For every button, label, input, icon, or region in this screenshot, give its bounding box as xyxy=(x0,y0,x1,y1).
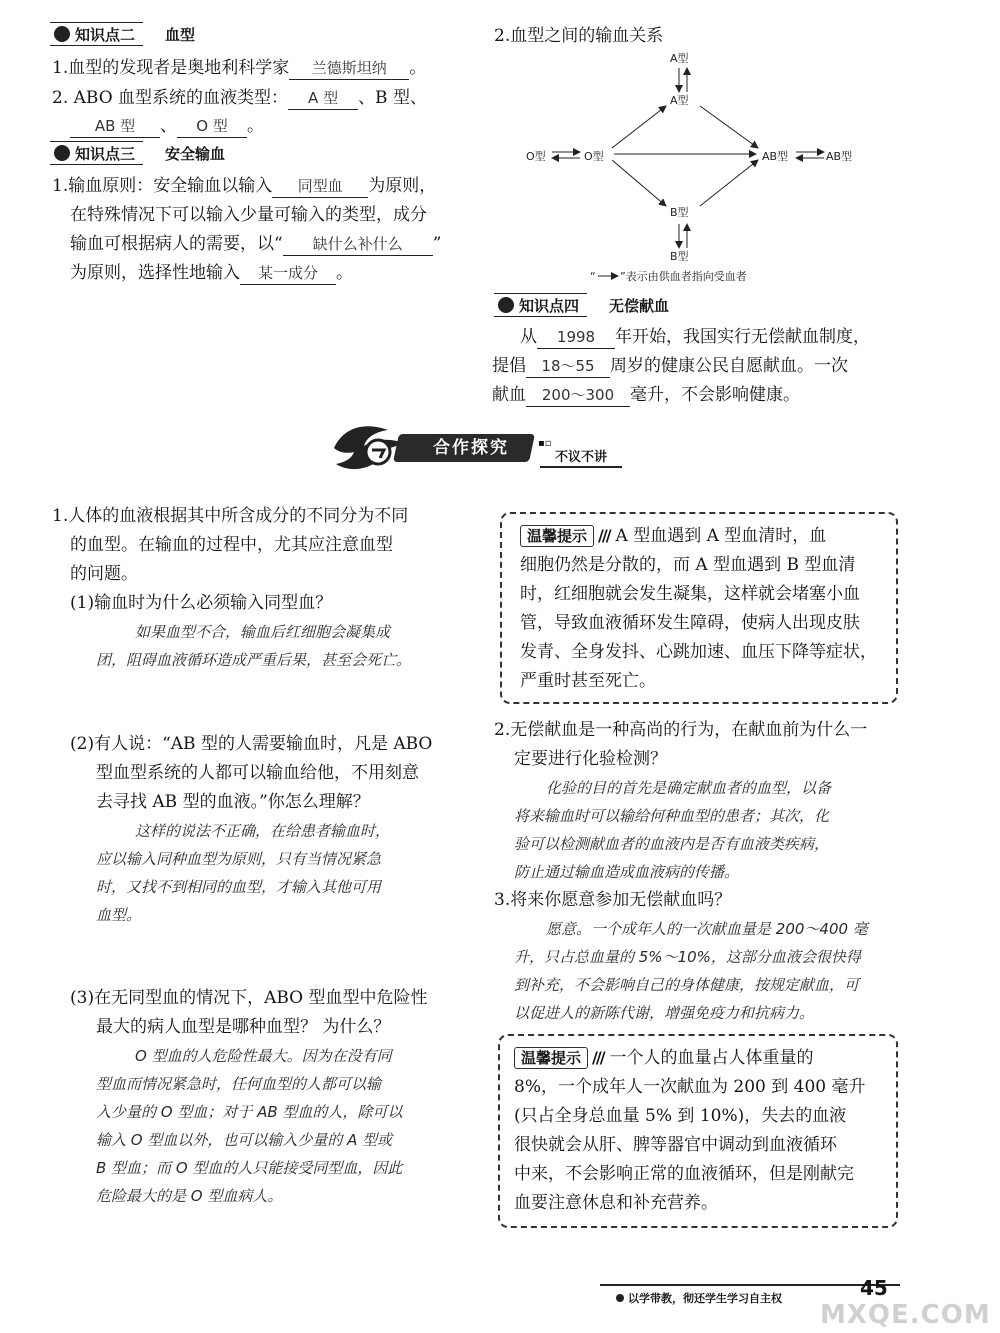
slash-icon: /// xyxy=(592,1048,604,1067)
tip-line-5: 发青、全身发抖、心跳加速、血压下降等症状， xyxy=(520,642,877,662)
answer5-line-4: 以促进人的新陈代谢，增强免疫力和抗病力。 xyxy=(514,1004,815,1022)
text: 从 xyxy=(520,327,537,347)
answer-year: 1998 xyxy=(537,326,615,349)
label-ab-mid: AB型 xyxy=(762,150,789,163)
tip-line-6: 严重时甚至死亡。 xyxy=(520,671,656,691)
q1-sub2-line-2: 型血型系统的人都可以输血给他，不用刻意 xyxy=(96,763,419,783)
section-heading-blood-type xyxy=(50,22,195,46)
section-title: 安全输血 xyxy=(165,144,226,163)
answer-age: 18～55 xyxy=(526,355,610,378)
answer5-line-2: 升，只占总血量的 5%～10%，这部分血液会很快得 xyxy=(514,948,861,966)
answer4-line-1: 化验的目的首先是确定献血者的血型，以备 xyxy=(546,779,832,797)
donation-line-2 xyxy=(492,352,848,380)
q1-sub1: (1)输血时为什么必须输入同型血？ xyxy=(70,593,333,613)
tip-line-4: 管，导致血液循环发生障碍，使病人出现皮肤 xyxy=(520,613,860,633)
answer-component: 某一成分 xyxy=(240,262,336,285)
text: 输血可根据病人的需要，以“ xyxy=(70,234,283,254)
section-badge xyxy=(494,293,587,317)
label-a-top: A型 xyxy=(670,52,689,65)
text: 周岁的健康公民自愿献血。一次 xyxy=(610,356,848,376)
tip-line-1 xyxy=(514,1044,814,1072)
q1-sub3-line-2: 最大的病人血型是哪种血型？ 为什么？ xyxy=(96,1017,391,1037)
q2-line-1: 2.无偿献血是一种高尚的行为，在献血前为什么一 xyxy=(494,720,868,740)
answer5-line-3: 到补充，不会影响自己的身体健康，按规定献血，可 xyxy=(514,976,860,994)
section-title: 无偿献血 xyxy=(609,296,670,315)
q-suffix: 。 xyxy=(409,58,427,78)
label-o-left: O型 xyxy=(526,150,546,163)
watermark: MXQE.COM xyxy=(820,1300,991,1330)
answer1-line-1: 如果血型不合，输血后红细胞会凝集成 xyxy=(135,623,391,641)
tip-line-2: 细胞仍然是分散的，而 A 型血遇到 B 型血清 xyxy=(520,555,856,575)
section-heading-safe-transfusion xyxy=(50,141,225,165)
q-text: 、 xyxy=(160,116,177,136)
slogan-text: 以学带教，彻还学生学习自主权 xyxy=(628,1292,782,1305)
tip-line-2: 8%，一个成年人一次献血为 200 到 400 毫升 xyxy=(514,1077,866,1097)
q-abo-types-cont xyxy=(70,112,264,140)
principle-line-1 xyxy=(52,172,436,200)
answer2-line-4: 血型。 xyxy=(96,906,142,924)
section-title: 血型 xyxy=(165,25,196,44)
answer3-line-6: 危险最大的是 O 型血病人。 xyxy=(96,1187,283,1205)
banner-subtitle: 不议不讲 xyxy=(540,446,622,468)
text: 提倡 xyxy=(492,356,526,376)
arrow-o-to-a xyxy=(612,106,666,148)
section-heading-donation xyxy=(494,293,669,317)
q-discoverer xyxy=(52,54,426,82)
tip-box-blood-volume xyxy=(498,1034,898,1228)
answer-supplement: 缺什么补什么 xyxy=(283,233,433,256)
answer-discoverer: 兰德斯坦纳 xyxy=(289,57,409,80)
tip-line-5: 中来，不会影响正常的血液循环，但是刚献完 xyxy=(514,1164,854,1184)
answer1-line-2: 团，阻碍血液循环造成严重后果，甚至会死亡。 xyxy=(96,651,412,669)
tip-box-agglutination xyxy=(500,512,898,704)
answer3-line-4: 输入 O 型血以外，也可以输入少量的 A 型或 xyxy=(96,1131,393,1149)
q-text: 1.血型的发现者是奥地利科学家 xyxy=(52,58,290,78)
label-b-mid: B型 xyxy=(670,206,689,219)
principle-line-2: 在特殊情况下可以输入少量可输入的类型，成分 xyxy=(70,205,427,225)
slash-icon: /// xyxy=(598,526,610,545)
q2-line-2: 定要进行化验检测？ xyxy=(514,749,667,769)
answer-type-a: A 型 xyxy=(288,87,358,110)
tip-label: 温馨提示 xyxy=(520,525,594,547)
diagram-title: 2.血型之间的输血关系 xyxy=(494,26,664,46)
arrow-a-to-ab xyxy=(700,106,758,148)
answer2-line-3: 时，又找不到相同的血型，才输入其他可用 xyxy=(96,878,382,896)
footer-slogan xyxy=(616,1290,782,1306)
footer-rule xyxy=(600,1284,900,1286)
arrow-b-to-ab xyxy=(700,160,758,206)
q1-sub2-line-1: (2)有人说：“AB 型的人需要输血时，凡是 ABO xyxy=(70,734,433,754)
bullet-icon xyxy=(54,26,70,42)
q1-line-3: 的问题。 xyxy=(70,564,138,584)
answer3-line-2: 型血而情况紧急时，任何血型的人都可以输 xyxy=(96,1075,382,1093)
principle-line-3 xyxy=(70,230,441,258)
cooperation-banner xyxy=(326,420,626,476)
tip-label: 温馨提示 xyxy=(514,1047,588,1069)
q1-line-2: 的血型。在输血的过程中，尤其应注意血型 xyxy=(70,535,393,555)
text: 毫升，不会影响健康。 xyxy=(630,385,800,405)
tip-line-6: 血要注意休息和补充营养。 xyxy=(514,1193,718,1213)
q-suffix: 。 xyxy=(247,116,264,136)
answer2-line-1: 这样的说法不正确，在给患者输血时， xyxy=(135,822,391,840)
q3-line: 3.将来你愿意参加无偿献血吗？ xyxy=(494,890,732,910)
answer3-line-5: B 型血；而 O 型血的人只能接受同型血，因此 xyxy=(96,1159,403,1177)
text: 献血 xyxy=(492,385,526,405)
bullet-icon xyxy=(616,1294,624,1302)
text: ” xyxy=(432,234,442,254)
q1-sub3-line-1: (3)在无同型血的情况下，ABO 型血型中危险性 xyxy=(70,988,428,1008)
bullet-icon xyxy=(54,145,70,161)
answer3-line-1: O 型血的人危险性最大。因为在没有同 xyxy=(135,1047,392,1065)
tip-line-3: 时，红细胞就会发生凝集，这样就会堵塞小血 xyxy=(520,584,860,604)
badge-text: 知识点四 xyxy=(519,296,580,315)
text: 为原则，选择性地输入 xyxy=(70,263,240,283)
tip-line-4: 很快就会从肝、脾等器官中调动到血液循环 xyxy=(514,1135,837,1155)
banner-title: 合作探究 xyxy=(433,438,509,458)
answer-same-type: 同型血 xyxy=(272,175,368,198)
q-text: 2. ABO 血型系统的血液类型： xyxy=(52,88,289,108)
text: 1.输血原则：安全输血以输入 xyxy=(52,176,273,196)
answer3-line-3: 入少量的 O 型血；对于 AB 型血的人，除可以 xyxy=(96,1103,403,1121)
page-number: 45 xyxy=(860,1276,888,1300)
section-badge xyxy=(50,141,143,165)
answer4-line-3: 验可以检测献血者的血液内是否有血液类疾病， xyxy=(514,835,830,853)
text: 为原则， xyxy=(368,176,437,196)
answer-type-ab: AB 型 xyxy=(70,115,160,138)
badge-text: 知识点三 xyxy=(75,144,136,163)
answer-amount: 200～300 xyxy=(526,384,630,407)
principle-line-4 xyxy=(70,259,353,287)
diagram-caption: ”表示由供血者指向受血者 xyxy=(620,270,747,283)
tip-text: 一个人的血量占人体重量的 xyxy=(609,1048,814,1068)
text: 年开始，我国实行无偿献血制度， xyxy=(615,327,870,347)
label-ab-right: AB型 xyxy=(826,150,853,163)
caption-quote: “ xyxy=(590,270,596,283)
text: 。 xyxy=(336,263,353,283)
answer5-line-1: 愿意。一个成年人的一次献血量是 200～400 毫 xyxy=(546,920,868,938)
tip-line-3: (只占全身总血量 5% 到 10%)，失去的血液 xyxy=(514,1106,847,1126)
answer4-line-4: 防止通过输血造成血液病的传播。 xyxy=(514,863,740,881)
section-badge xyxy=(50,22,143,46)
label-o-mid: O型 xyxy=(584,150,604,163)
q1-line-1: 1.人体的血液根据其中所含成分的不同分为不同 xyxy=(52,506,409,526)
label-a-mid: A型 xyxy=(670,94,689,107)
arrow-o-to-b xyxy=(612,160,666,206)
answer-type-o: O 型 xyxy=(177,115,247,138)
q-abo-types xyxy=(52,84,427,112)
banner-dots: ▪▫ xyxy=(538,438,552,449)
transfusion-diagram xyxy=(500,48,900,288)
answer2-line-2: 应以输入同种血型为原则，只有当情况紧急 xyxy=(96,850,382,868)
q-text: 、B 型、 xyxy=(358,88,427,108)
q1-sub2-line-3: 去寻找 AB 型的血液。”你怎么理解？ xyxy=(96,792,370,812)
label-b-bottom: B型 xyxy=(670,250,689,263)
bullet-icon xyxy=(498,297,514,313)
tip-text: A 型血遇到 A 型血清时，血 xyxy=(615,526,827,546)
answer4-line-2: 将来输血时可以输给何种血型的患者；其次，化 xyxy=(514,807,830,825)
donation-line-1 xyxy=(520,323,870,351)
donation-line-3 xyxy=(492,381,800,409)
tip-line-1 xyxy=(520,522,826,550)
badge-text: 知识点二 xyxy=(75,25,136,44)
